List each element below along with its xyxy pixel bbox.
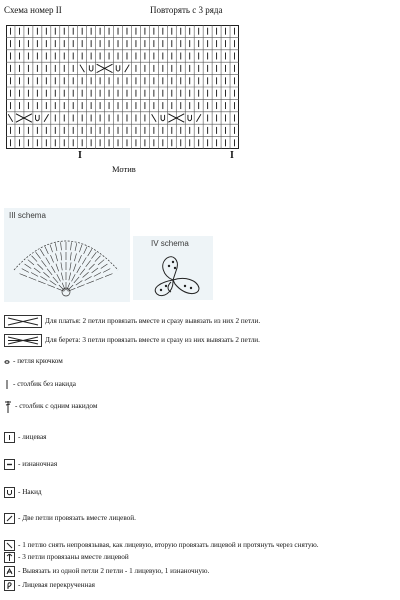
knitting-chart	[6, 25, 239, 149]
fan-stitch-mark	[86, 260, 91, 266]
chain-stitch-icon	[4, 359, 10, 365]
double-crochet-icon	[4, 401, 12, 413]
legend-k3tog-text: - 3 петли провязаны вместе лицевой	[18, 552, 129, 561]
fan-stitch-mark	[103, 269, 110, 273]
fan-stitch-mark	[75, 243, 77, 251]
fan-stitch-mark	[88, 249, 92, 256]
legend-twisted	[4, 580, 95, 591]
fan-stitch-mark	[46, 257, 50, 264]
fan-stitch-mark	[73, 264, 76, 272]
fan-stitch-mark	[47, 269, 52, 275]
fan-stitch-mark	[105, 274, 112, 277]
fan-stitch-mark	[41, 260, 46, 266]
fan-stitch-mark	[36, 252, 41, 258]
knit-stitch-icon	[4, 432, 15, 443]
legend-k2tog-text: - Две петли провязать вместе лицевой.	[18, 513, 136, 522]
legend-dc-text: - столбик с одним накидом	[15, 402, 98, 411]
fan-stitch-mark	[61, 242, 62, 250]
fan-stitch-mark	[70, 262, 71, 270]
legend-skpo-text: - 1 петлю снять непровязывая, как лицевую, вторую провязать лицевой и протянуть через снятую.	[18, 540, 319, 549]
legend-purl-text: - изнаночная	[18, 459, 58, 468]
legend-knit	[4, 432, 46, 443]
fan-stitch-mark	[61, 252, 62, 260]
legend-sc-text: - столбик без накида	[13, 379, 77, 388]
legend-dress-text: Для платья: 2 петли провязать вместе и сразу вывязать из них 2 петли.	[45, 316, 261, 325]
fan-stitch-mark	[34, 268, 40, 273]
fan-stitch-mark	[50, 280, 57, 285]
fan-stitch-mark	[77, 266, 81, 273]
fan-stitch-mark	[85, 276, 92, 280]
fan-stitch-mark	[78, 255, 81, 262]
fan-stitch-mark	[55, 243, 57, 251]
fan-stitch-mark	[61, 273, 63, 281]
slip-knit-pass-icon	[4, 540, 15, 551]
legend-yo	[4, 487, 42, 498]
fan-stitch-mark	[74, 277, 79, 283]
knit-two-together-icon	[4, 513, 15, 524]
legend-twisted-text: - Лицевая перекрученная	[18, 580, 95, 589]
fan-stitch-mark	[71, 242, 72, 250]
purl-stitch-icon	[4, 459, 15, 470]
fan-stitch-mark	[61, 262, 62, 270]
fan-stitch-mark	[101, 264, 108, 268]
fan-stitch-mark	[72, 274, 76, 281]
fan-stitch-mark	[32, 256, 38, 262]
cross-three-stitches-icon	[4, 334, 42, 347]
legend-k3tog	[4, 552, 129, 563]
fan-stitch-mark	[25, 264, 32, 268]
legend-yo-text: - Накид	[18, 487, 42, 496]
fan-stitch-mark	[69, 273, 71, 281]
fan-stitch-mark	[83, 272, 89, 277]
motif-label: Мотив	[112, 164, 136, 174]
fan-stitch-mark	[43, 272, 49, 277]
fan-stitch-mark	[28, 260, 34, 265]
legend-beret-text: Для берета: 3 петли провязать вместе и сразу из них вывязать 2 петли.	[45, 335, 260, 344]
fan-stitch-mark	[37, 264, 43, 270]
fan-stitch-mark	[84, 247, 87, 254]
legend-k1p1-text: - Вывязать из одной петли 2 петли - 1 лицевую, 1 изнаночную.	[18, 566, 210, 575]
schema-four-panel	[133, 236, 213, 300]
fan-stitch-mark	[82, 257, 86, 264]
fan-stitch-mark	[80, 269, 85, 275]
knit-three-together-icon	[4, 552, 15, 563]
repeat-note: Повторять с 3 ряда	[150, 5, 223, 15]
legend-chain-text: - петля крючком	[13, 357, 63, 365]
fan-stitch-mark	[86, 281, 93, 284]
fan-stitch-mark	[50, 245, 53, 253]
legend-dc	[4, 401, 97, 413]
fan-stitch-mark	[20, 274, 27, 277]
fan-stitch-mark	[96, 277, 103, 280]
increase-knit-purl-icon	[4, 566, 15, 577]
knitting-chart-grid	[6, 25, 239, 149]
fan-stitch-mark	[79, 245, 82, 253]
twisted-knit-icon	[4, 580, 15, 591]
legend-dress	[4, 315, 260, 328]
fan-stitch-mark	[74, 253, 76, 261]
schema-three-panel	[4, 208, 130, 302]
fan-stitch-mark	[76, 280, 83, 285]
legend-skpo	[4, 540, 319, 551]
legend-beret	[4, 334, 260, 347]
fan-stitch-mark	[29, 277, 36, 280]
fan-stitch-mark	[40, 249, 44, 256]
fan-stitch-mark	[91, 252, 96, 258]
fan-stitch-mark	[98, 260, 104, 265]
cross-two-stitches-icon	[4, 315, 42, 328]
fan-stitch-mark	[95, 256, 101, 262]
legend-k1p1	[4, 566, 209, 577]
fan-stitch-mark	[38, 281, 45, 284]
repeat-marker-left: I	[78, 150, 82, 161]
fan-stitch-mark	[70, 252, 71, 260]
fan-stitch-mark	[56, 264, 59, 272]
fan-stitch-mark	[92, 268, 98, 273]
single-crochet-icon	[4, 380, 10, 389]
fan-stitch-mark	[53, 277, 58, 283]
schema-three-title: III schema	[9, 211, 46, 220]
schema-four-title: IV schema	[151, 239, 189, 248]
legend-chain	[4, 358, 63, 365]
scheme-title: Схема номер II	[4, 5, 62, 15]
fan-stitch-mark	[50, 255, 53, 262]
fan-stitch-mark	[22, 269, 29, 273]
fan-stitch-mark	[51, 266, 55, 273]
crochet-fan-diagram	[4, 208, 130, 302]
repeat-marker-right: I	[230, 150, 234, 161]
fan-stitch-mark	[56, 253, 58, 261]
fan-stitch-mark	[31, 272, 38, 276]
yarn-over-icon	[4, 487, 15, 498]
fan-stitch-mark	[40, 276, 47, 280]
fan-stitch-mark	[77, 285, 84, 288]
fan-stitch-mark	[47, 285, 54, 288]
legend-purl	[4, 459, 57, 470]
fan-stitch-mark	[45, 247, 48, 254]
fan-stitch-mark	[57, 274, 61, 281]
legend-knit-text: - лицевая	[18, 432, 47, 441]
legend-k2tog	[4, 513, 136, 524]
fan-stitch-mark	[89, 264, 95, 270]
fan-stitch-mark	[94, 272, 101, 276]
legend-sc	[4, 380, 76, 389]
